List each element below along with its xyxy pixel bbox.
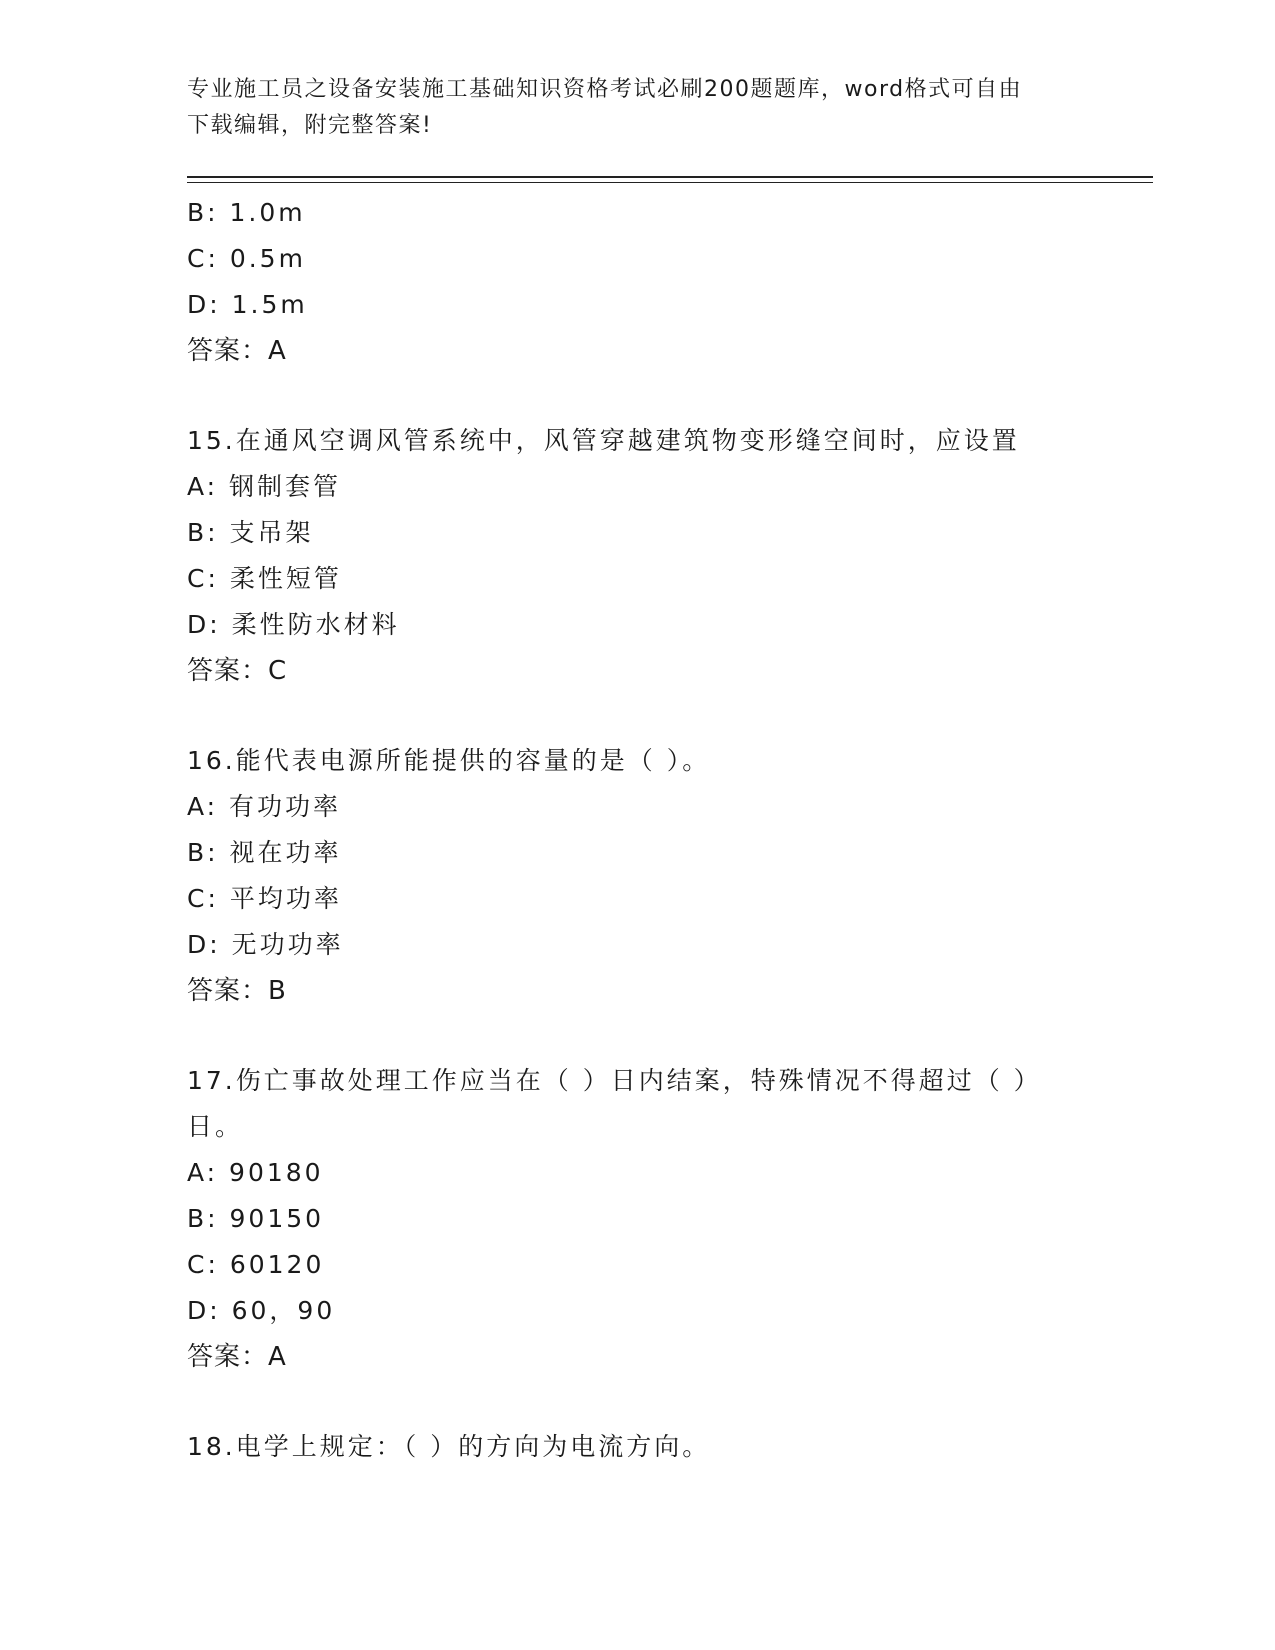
document-header [187,72,1087,144]
question-stem: 15.在通风空调风管系统中，风管穿越建筑物变形缝空间时，应设置 [187,426,1020,455]
option-d: D: 60，90 [187,1296,336,1325]
question-stem-line-1: 17.伤亡事故处理工作应当在（ ）日内结案，特殊情况不得超过（ ） [187,1066,1042,1095]
option-b: B: 90150 [187,1204,325,1233]
question-14-tail [187,190,1087,374]
question-stem: 16.能代表电源所能提供的容量的是（ ）。 [187,746,711,775]
question-stem-line-2: 日。 [187,1112,244,1141]
answer: 答案：A [187,336,287,366]
header-line-2: 下载编辑，附完整答案! [187,113,433,138]
option-d: D: 无功功率 [187,930,344,959]
header-rule-thin [187,182,1153,183]
question-17 [187,1058,1087,1380]
option-a: A: 钢制套管 [187,472,342,501]
option-a: A: 有功功率 [187,792,342,821]
question-stem: 18.电学上规定：（ ）的方向为电流方向。 [187,1432,711,1461]
question-16 [187,738,1087,1014]
option-c: C: 0.5m [187,244,306,273]
option-b: B: 支吊架 [187,518,314,547]
option-b: B: 视在功率 [187,838,342,867]
header-line-1: 专业施工员之设备安装施工基础知识资格考试必刷200题题库，word格式可自由 [187,77,1023,102]
question-15 [187,418,1087,694]
option-c: C: 平均功率 [187,884,342,913]
question-18 [187,1424,1087,1470]
answer: 答案：A [187,1342,287,1372]
option-b: B: 1.0m [187,198,306,227]
option-c: C: 柔性短管 [187,564,342,593]
option-a: A: 90180 [187,1158,324,1187]
answer: 答案：B [187,976,287,1006]
answer: 答案：C [187,656,288,686]
question-list [187,190,1087,1470]
option-d: D: 柔性防水材料 [187,610,400,639]
header-rule-thick [187,176,1153,178]
option-c: C: 60120 [187,1250,325,1279]
option-d: D: 1.5m [187,290,308,319]
